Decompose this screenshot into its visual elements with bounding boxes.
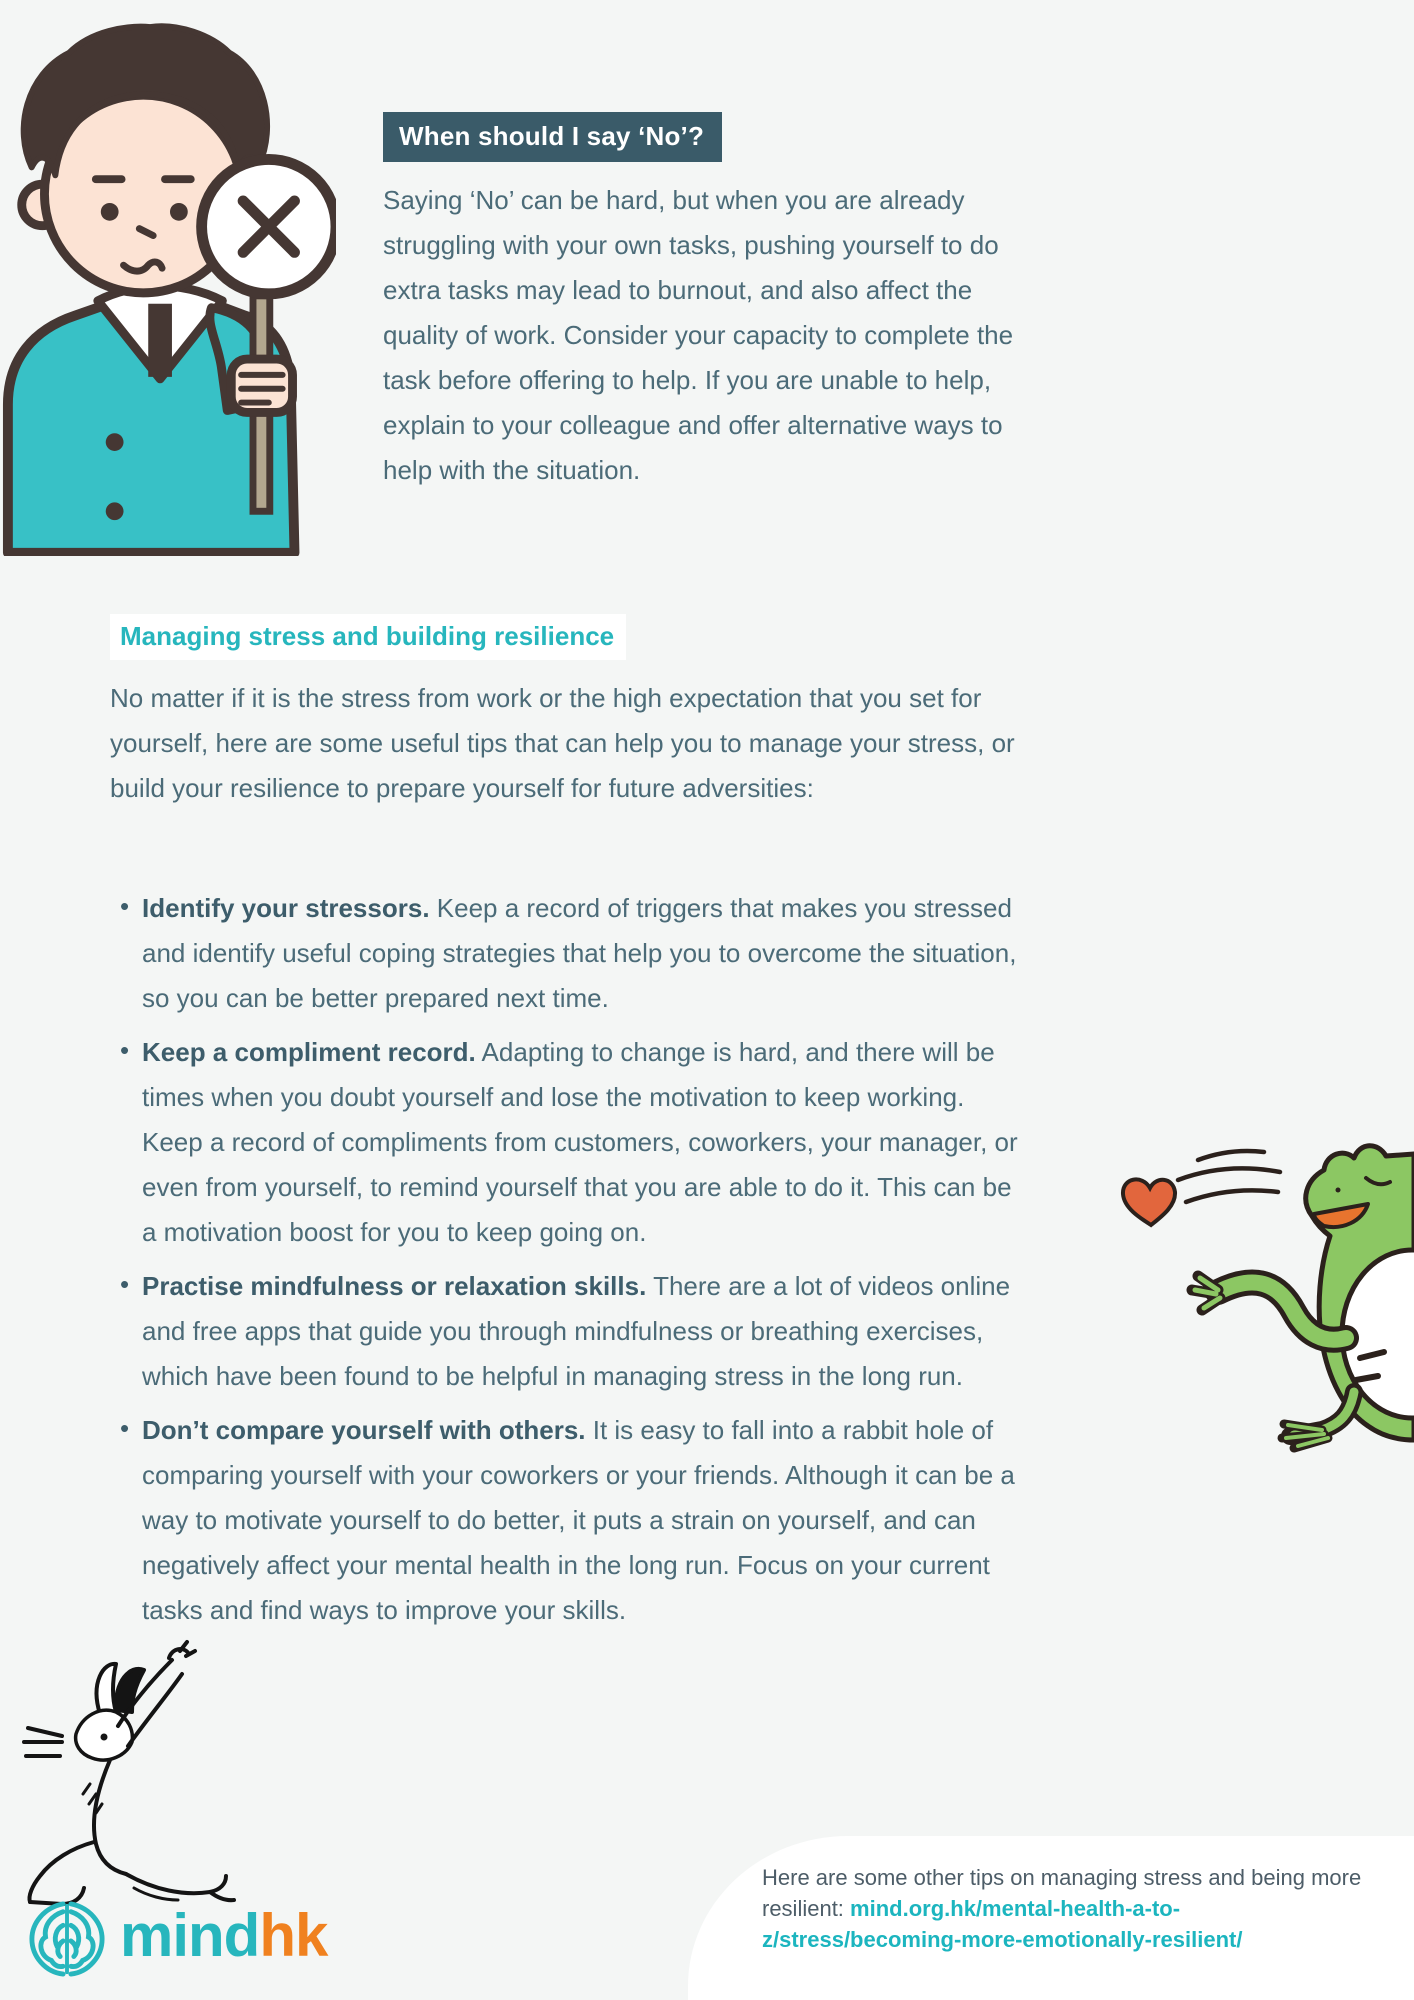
heart-icon xyxy=(1123,1179,1175,1225)
brain-logo-icon xyxy=(28,1898,106,1980)
tip-lead: Identify your stressors. xyxy=(142,893,430,923)
rabbit-icon xyxy=(14,1638,246,1910)
person-no-sign-icon xyxy=(0,8,336,556)
logo-mind-text: mind xyxy=(120,1902,260,1969)
bullet-icon: • xyxy=(120,1269,130,1299)
rabbit-yoga-illustration xyxy=(14,1638,246,1910)
bullet-icon: • xyxy=(120,1413,130,1443)
say-no-paragraph: Saying ‘No’ can be hard, but when you are already struggling with your own tasks, pushing yourself to do extra tasks may lead to burnout, and also affect the quality of work. Consider your capacity to complete the task before offering to help. If you are unable to help, explain to your colleague and offer alternative ways to help with the situation. xyxy=(383,185,1014,485)
tip-text: Keep a record of triggers that makes you stressed and identify useful coping strategies that help you to overcome the situation, so you can be better prepared next time. xyxy=(142,893,1017,1013)
tips-list xyxy=(110,886,1028,1642)
list-item xyxy=(110,1264,1028,1399)
list-item xyxy=(110,886,1028,1021)
bullet-icon: • xyxy=(120,1035,130,1065)
frog-waving-illustration xyxy=(1114,1126,1414,1461)
tip-lead: Keep a compliment record. xyxy=(142,1037,476,1067)
footer-note xyxy=(762,1862,1368,1955)
list-item xyxy=(110,1030,1028,1255)
bullet-icon: • xyxy=(120,891,130,921)
tip-lead: Practise mindfulness or relaxation skills. xyxy=(142,1271,647,1301)
tip-text: Adapting to change is hard, and there will be times when you doubt yourself and lose the motivation to keep working. Keep a record of compliments from customers, coworkers, your manager, or even from yourself, to remind yourself that you are able to do it. This can be a motivation boost for you to keep going on. xyxy=(142,1037,1018,1247)
logo-wordmark xyxy=(120,1902,328,1972)
list-item xyxy=(110,1408,1028,1633)
tip-lead: Don’t compare yourself with others. xyxy=(142,1415,586,1445)
motion-lines-icon xyxy=(1178,1151,1280,1202)
resilience-intro: No matter if it is the stress from work or the high expectation that you set for yourself, here are some useful tips that can help you to manage your stress, or build your resilience to prepare yourself for future adversities: xyxy=(110,683,1015,803)
resilience-heading: Managing stress and building resilience xyxy=(110,614,626,660)
tip-text: There are a lot of videos online and free apps that guide you through mindfulness or breathing exercises, which have been found to be helpful in managing stress in the long run. xyxy=(142,1271,1011,1391)
say-no-heading: When should I say ‘No’? xyxy=(383,112,722,162)
footer-note-text: Here are some other tips on managing stress and being more resilient: xyxy=(762,1865,1362,1921)
person-no-sign-illustration xyxy=(0,8,336,556)
footer-card xyxy=(688,1836,1414,2000)
logo-hk-text: hk xyxy=(259,1902,328,1969)
frog-icon xyxy=(1114,1126,1414,1461)
tip-text: It is easy to fall into a rabbit hole of comparing yourself with your coworkers or your friends. Although it can be a way to motivate yourself to do better, it puts a strain on yourself, and can negatively affect your mental health in the long run. Focus on your current tasks and find ways to improve your skills. xyxy=(142,1415,1015,1625)
mindhk-logo xyxy=(28,1898,327,1980)
footer-link[interactable]: mind.org.hk/mental-health-a-to-z/stress/becoming-more-emotionally-resilient/ xyxy=(762,1896,1243,1952)
